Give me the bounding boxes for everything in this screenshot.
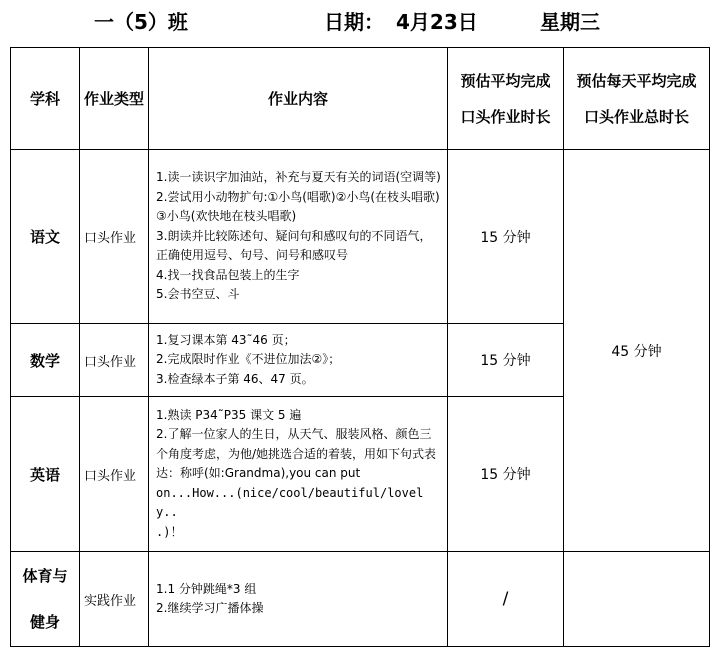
subject-line: 体育与	[22, 567, 68, 585]
time-cell: 15 分钟	[448, 397, 564, 552]
date-value: 4月23日	[396, 10, 478, 34]
homework-table	[10, 47, 710, 647]
content-cell	[149, 150, 448, 324]
content-item: on...How...(nice/cool/beautiful/lovely..	[156, 485, 424, 520]
column-header-subject: 学科	[11, 48, 80, 150]
content-cell	[149, 397, 448, 552]
content-item: 2.完成限时作业《不进位加法②》；	[156, 352, 341, 367]
weekday: 星期三	[540, 10, 600, 34]
content-item: 1.读一读识字加油站，补充与夏天有关的词语(空调等)	[156, 170, 441, 185]
column-header-content: 作业内容	[149, 48, 448, 150]
content-item: 1.1 分钟跳绳*3 组	[156, 581, 257, 596]
content-item: 3.检查绿本子第 46、47 页。	[156, 371, 314, 386]
time-cell: 15 分钟	[448, 150, 564, 324]
content-item: .)！	[156, 524, 183, 539]
type-cell: 口头作业	[80, 397, 149, 552]
empty-cell	[564, 552, 710, 647]
content-cell	[149, 324, 448, 397]
time-cell: /	[448, 552, 564, 647]
daily-total-cell: 45 分钟	[564, 150, 710, 552]
type-cell: 实践作业	[80, 552, 149, 647]
table-row	[11, 150, 710, 324]
subject-cell: 英语	[11, 397, 80, 552]
page-header	[0, 4, 719, 34]
content-cell	[149, 552, 448, 647]
content-item: 4.找一找食品包装上的生字	[156, 267, 300, 282]
type-cell: 口头作业	[80, 324, 149, 397]
column-header-estimated-time	[448, 48, 564, 150]
header-line: 预估每天平均完成	[576, 71, 697, 90]
content-item: 2.了解一位家人的生日，从天气、服装风格、颜色三个角度考虑，为他/她挑选合适的着装，用如下句式表达：称呼(如:Grandma),you can put	[156, 427, 437, 481]
column-header-daily-total	[564, 48, 710, 150]
column-header-type: 作业类型	[80, 48, 149, 150]
subject-line: 健身	[29, 613, 60, 631]
header-line: 口头作业时长	[460, 107, 551, 126]
content-item: 1.复习课本第 43˜46 页；	[156, 332, 296, 347]
subject-cell	[11, 552, 80, 647]
table-header-row	[11, 48, 710, 150]
date-label: 日期：	[324, 10, 384, 34]
subject-cell: 语文	[11, 150, 80, 324]
header-line: 预估平均完成	[460, 71, 551, 90]
content-item: 3.朗读并比较陈述句、疑问句和感叹句的不同语气，正确使用逗号、句号、问号和感叹号	[156, 228, 432, 263]
subject-cell: 数学	[11, 324, 80, 397]
content-item: 1.熟读 P34˜P35 课文 5 遍	[156, 407, 302, 422]
type-cell: 口头作业	[80, 150, 149, 324]
class-name: 一（5）班	[94, 10, 188, 34]
time-cell: 15 分钟	[448, 324, 564, 397]
content-item: 5.会书空豆、斗	[156, 287, 240, 302]
header-line: 口头作业总时长	[583, 107, 689, 126]
content-item: 2.尝试用小动物扩句:①小鸟(唱歌)②小鸟(在枝头唱歌) ③小鸟(欢快地在枝头唱歌)	[156, 189, 440, 224]
table-row	[11, 552, 710, 647]
content-item: 2.继续学习广播体操	[156, 601, 264, 615]
